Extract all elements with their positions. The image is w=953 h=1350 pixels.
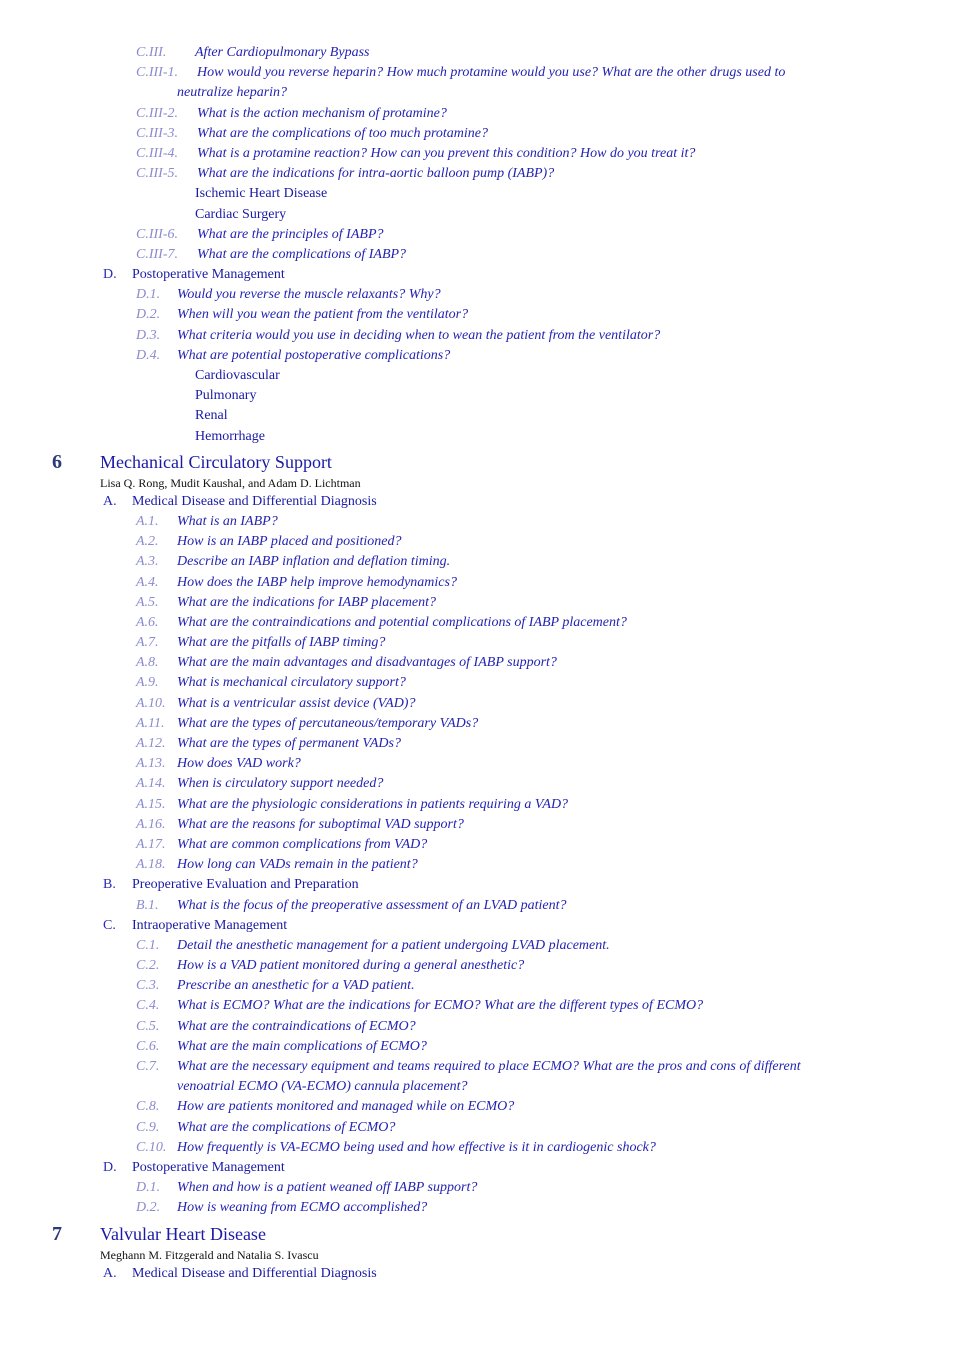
entry-text[interactable]: What are the indications for IABP placement? bbox=[177, 594, 436, 610]
toc-entry bbox=[0, 43, 953, 63]
toc-entry bbox=[0, 1138, 953, 1158]
entry-number: A.13. bbox=[136, 756, 166, 772]
entry-text[interactable]: What are the indications for intra-aortic balloon pump (IABP)? bbox=[197, 166, 555, 182]
entry-text[interactable]: When is circulatory support needed? bbox=[177, 776, 384, 792]
toc-entry bbox=[0, 164, 953, 184]
subentry-text[interactable]: Cardiovascular bbox=[195, 368, 280, 383]
entry-text-continued[interactable]: neutralize heparin? bbox=[177, 85, 288, 101]
entry-number: A.15. bbox=[136, 796, 166, 812]
entry-number: A.18. bbox=[136, 857, 166, 873]
toc-entry bbox=[0, 573, 953, 593]
entry-number: C.III-5. bbox=[136, 166, 178, 182]
entry-text[interactable]: What is a ventricular assist device (VAD)? bbox=[177, 695, 416, 711]
toc-entry bbox=[0, 124, 953, 144]
section-title[interactable]: Postoperative Management bbox=[132, 267, 285, 283]
toc-entry bbox=[0, 795, 953, 815]
entry-number: D.4. bbox=[136, 347, 161, 363]
toc-entry bbox=[0, 754, 953, 774]
toc-entry bbox=[0, 144, 953, 164]
entry-number: C.III-6. bbox=[136, 226, 178, 242]
entry-number: A.4. bbox=[136, 574, 159, 590]
entry-text[interactable]: What are the principles of IABP? bbox=[197, 226, 384, 242]
toc-entry-continued bbox=[0, 83, 953, 103]
chapter-heading bbox=[0, 449, 953, 475]
section-letter: B. bbox=[103, 877, 116, 893]
chapter-authors-row bbox=[0, 475, 953, 492]
toc-entry bbox=[0, 896, 953, 916]
entry-text[interactable]: What are the complications of too much protamine? bbox=[197, 125, 488, 141]
section-letter: A. bbox=[103, 493, 117, 509]
toc-entry bbox=[0, 245, 953, 265]
entry-number: C.4. bbox=[136, 998, 160, 1014]
entry-text[interactable]: What is mechanical circulatory support? bbox=[177, 675, 406, 691]
entry-number: C.7. bbox=[136, 1059, 160, 1074]
toc-entry bbox=[0, 1037, 953, 1057]
entry-number: D.2. bbox=[136, 307, 161, 323]
entry-number: A.2. bbox=[136, 534, 159, 550]
entry-text[interactable]: What are the physiologic considerations in patients requiring a VAD? bbox=[177, 796, 569, 812]
entry-text[interactable]: What are the main complications of ECMO? bbox=[177, 1038, 427, 1054]
entry-number: A.11. bbox=[136, 715, 165, 731]
toc-entry bbox=[0, 956, 953, 976]
toc-subentry bbox=[0, 386, 953, 406]
section-letter: C. bbox=[103, 917, 116, 933]
entry-text[interactable]: How is an IABP placed and positioned? bbox=[177, 534, 402, 550]
entry-number: C.2. bbox=[136, 958, 160, 974]
entry-number: A.14. bbox=[136, 776, 166, 792]
toc-section bbox=[0, 1264, 953, 1284]
section-letter: D. bbox=[103, 1159, 117, 1175]
chapter-heading bbox=[0, 1221, 953, 1247]
entry-number: A.17. bbox=[136, 836, 166, 852]
entry-text[interactable]: How is weaning from ECMO accomplished? bbox=[177, 1200, 428, 1216]
entry-number: C.III-7. bbox=[136, 246, 178, 262]
entry-text-continued[interactable]: venoatrial ECMO (VA-ECMO) cannula placement? bbox=[177, 1079, 468, 1095]
toc-section bbox=[0, 265, 953, 285]
entry-text[interactable]: What is the focus of the preoperative assessment of an LVAD patient? bbox=[177, 897, 567, 913]
chapter-title[interactable]: Mechanical Circulatory Support bbox=[100, 451, 332, 472]
entry-text[interactable]: When and how is a patient weaned off IABP support? bbox=[177, 1180, 478, 1196]
entry-number: A.7. bbox=[136, 635, 159, 651]
entry-text[interactable]: What are the main advantages and disadvantages of IABP support? bbox=[177, 655, 557, 671]
entry-text[interactable]: How would you reverse heparin? How much protamine would you use? What are the other drugs used to bbox=[197, 65, 786, 81]
toc-entry bbox=[0, 1198, 953, 1218]
entry-text[interactable]: What is ECMO? What are the indications for ECMO? What are the different types of ECMO? bbox=[177, 998, 704, 1014]
section-title[interactable]: Preoperative Evaluation and Preparation bbox=[132, 877, 359, 893]
entry-text[interactable]: What are the reasons for suboptimal VAD support? bbox=[177, 816, 464, 832]
toc-entry bbox=[0, 593, 953, 613]
chapter-number: 7 bbox=[52, 1222, 62, 1245]
section-letter: D. bbox=[103, 267, 117, 283]
toc-entry bbox=[0, 673, 953, 693]
toc-section bbox=[0, 875, 953, 895]
entry-text[interactable]: What are the contraindications of ECMO? bbox=[177, 1018, 416, 1034]
entry-number: A.10. bbox=[136, 695, 166, 711]
entry-text[interactable]: Would you reverse the muscle relaxants? Why? bbox=[177, 287, 441, 303]
section-title[interactable]: Intraoperative Management bbox=[132, 917, 288, 933]
chapter-number: 6 bbox=[52, 450, 62, 473]
subentry-text[interactable]: Renal bbox=[195, 408, 228, 424]
toc-entry bbox=[0, 285, 953, 305]
entry-number: C.5. bbox=[136, 1018, 160, 1034]
entry-number: C.8. bbox=[136, 1099, 160, 1115]
entry-number: C.III-2. bbox=[136, 105, 178, 121]
toc-subentry bbox=[0, 427, 953, 447]
entry-number: D.3. bbox=[136, 327, 161, 343]
section-title[interactable]: Medical Disease and Differential Diagnosis bbox=[132, 493, 377, 509]
entry-text[interactable]: When will you wean the patient from the ventilator? bbox=[177, 307, 469, 323]
toc-entry bbox=[0, 225, 953, 245]
toc-entry bbox=[0, 326, 953, 346]
toc-subentry bbox=[0, 184, 953, 204]
toc-entry bbox=[0, 1178, 953, 1198]
toc-entry bbox=[0, 774, 953, 794]
entry-number: A.9. bbox=[136, 675, 159, 691]
entry-number: C.III-3. bbox=[136, 125, 178, 141]
toc-entry bbox=[0, 694, 953, 714]
entry-text[interactable]: What are the types of permanent VADs? bbox=[177, 736, 401, 751]
toc-entry bbox=[0, 1097, 953, 1117]
entry-text[interactable]: Prescribe an anesthetic for a VAD patient. bbox=[177, 978, 415, 994]
toc-entry bbox=[0, 552, 953, 572]
entry-number: C.III. bbox=[136, 45, 167, 60]
entry-text[interactable]: What are the types of percutaneous/temporary VADs? bbox=[177, 715, 479, 731]
entry-text[interactable]: How does VAD work? bbox=[177, 756, 301, 772]
entry-text[interactable]: Describe an IABP inflation and deflation timing. bbox=[177, 554, 451, 570]
toc-page bbox=[0, 43, 953, 1284]
entry-number: A.12. bbox=[136, 736, 166, 751]
entry-text[interactable]: How frequently is VA-ECMO being used and how effective is it in cardiogenic shock? bbox=[177, 1139, 656, 1155]
entry-text[interactable]: What criteria would you use in deciding when to wean the patient from the ventilator? bbox=[177, 327, 661, 343]
toc-entry bbox=[0, 976, 953, 996]
toc-section bbox=[0, 1158, 953, 1178]
toc-section bbox=[0, 916, 953, 936]
entry-number: C.3. bbox=[136, 978, 160, 994]
chapter-title[interactable]: Valvular Heart Disease bbox=[100, 1223, 266, 1244]
toc-entry bbox=[0, 63, 953, 83]
entry-number: A.8. bbox=[136, 655, 159, 671]
entry-text[interactable]: How does the IABP help improve hemodynamics? bbox=[177, 574, 457, 590]
entry-text[interactable]: What are the necessary equipment and teams required to place ECMO? What are the pros and cons of different bbox=[177, 1059, 801, 1074]
toc-entry-continued bbox=[0, 1077, 953, 1097]
toc-entry bbox=[0, 996, 953, 1016]
entry-text[interactable]: What are the complications of IABP? bbox=[197, 246, 407, 262]
section-letter: A. bbox=[103, 1265, 117, 1281]
toc-entry bbox=[0, 104, 953, 124]
entry-text[interactable]: Detail the anesthetic management for a patient undergoing LVAD placement. bbox=[177, 937, 610, 953]
toc-entry bbox=[0, 346, 953, 366]
section-title[interactable]: Postoperative Management bbox=[132, 1159, 285, 1175]
toc-entry bbox=[0, 815, 953, 835]
chapter-authors-row bbox=[0, 1247, 953, 1264]
entry-number: D.2. bbox=[136, 1200, 161, 1216]
entry-number: C.6. bbox=[136, 1038, 160, 1054]
toc-subentry bbox=[0, 406, 953, 426]
toc-entry bbox=[0, 305, 953, 325]
toc-entry bbox=[0, 613, 953, 633]
entry-text[interactable]: What are potential postoperative complications? bbox=[177, 347, 451, 363]
entry-text[interactable]: What are the pitfalls of IABP timing? bbox=[177, 635, 386, 651]
toc-entry bbox=[0, 835, 953, 855]
entry-text[interactable]: What is a protamine reaction? How can you prevent this condition? How do you treat it? bbox=[197, 145, 696, 161]
entry-number: C.III-4. bbox=[136, 145, 178, 161]
entry-number: B.1. bbox=[136, 897, 159, 913]
toc-entry bbox=[0, 714, 953, 734]
chapter-authors: Lisa Q. Rong, Mudit Kaushal, and Adam D. Lichtman bbox=[100, 475, 361, 490]
entry-number: A.16. bbox=[136, 816, 166, 832]
toc-entry bbox=[0, 1057, 953, 1077]
section-title[interactable]: Medical Disease and Differential Diagnosis bbox=[132, 1265, 377, 1281]
entry-number: C.10. bbox=[136, 1139, 167, 1155]
subentry-text[interactable]: Pulmonary bbox=[195, 388, 257, 404]
toc-entry bbox=[0, 936, 953, 956]
toc-section bbox=[0, 492, 953, 512]
entry-text[interactable]: What is an IABP? bbox=[177, 513, 278, 529]
entry-text[interactable]: How are patients monitored and managed while on ECMO? bbox=[177, 1099, 515, 1115]
entry-number: C.9. bbox=[136, 1119, 160, 1135]
entry-text[interactable]: What are common complications from VAD? bbox=[177, 836, 428, 852]
entry-number: C.1. bbox=[136, 937, 160, 953]
toc-entry bbox=[0, 532, 953, 552]
subentry-text[interactable]: Ischemic Heart Disease bbox=[195, 186, 328, 202]
entry-number: A.6. bbox=[136, 614, 159, 630]
toc-entry bbox=[0, 1017, 953, 1037]
entry-text[interactable]: What is the action mechanism of protamine? bbox=[197, 105, 447, 121]
chapter-authors: Meghann M. Fitzgerald and Natalia S. Ivascu bbox=[100, 1247, 319, 1262]
entry-number: A.5. bbox=[136, 594, 159, 610]
toc-entry bbox=[0, 734, 953, 754]
toc-subentry bbox=[0, 205, 953, 225]
subentry-text[interactable]: Hemorrhage bbox=[195, 428, 265, 444]
entry-number: A.3. bbox=[136, 554, 159, 570]
entry-text[interactable]: After Cardiopulmonary Bypass bbox=[195, 45, 370, 60]
toc-entry bbox=[0, 1118, 953, 1138]
entry-number: C.III-1. bbox=[136, 65, 178, 81]
entry-text[interactable]: How is a VAD patient monitored during a general anesthetic? bbox=[177, 958, 525, 974]
subentry-text[interactable]: Cardiac Surgery bbox=[195, 206, 287, 222]
toc-subentry bbox=[0, 366, 953, 386]
entry-text[interactable]: What are the complications of ECMO? bbox=[177, 1119, 396, 1135]
entry-text[interactable]: How long can VADs remain in the patient? bbox=[177, 857, 418, 873]
entry-number: D.1. bbox=[136, 287, 161, 303]
entry-number: D.1. bbox=[136, 1180, 161, 1196]
entry-text[interactable]: What are the contraindications and potential complications of IABP placement? bbox=[177, 614, 627, 630]
entry-number: A.1. bbox=[136, 513, 159, 529]
toc-entry bbox=[0, 633, 953, 653]
toc-entry bbox=[0, 512, 953, 532]
toc-entry bbox=[0, 653, 953, 673]
toc-entry bbox=[0, 855, 953, 875]
